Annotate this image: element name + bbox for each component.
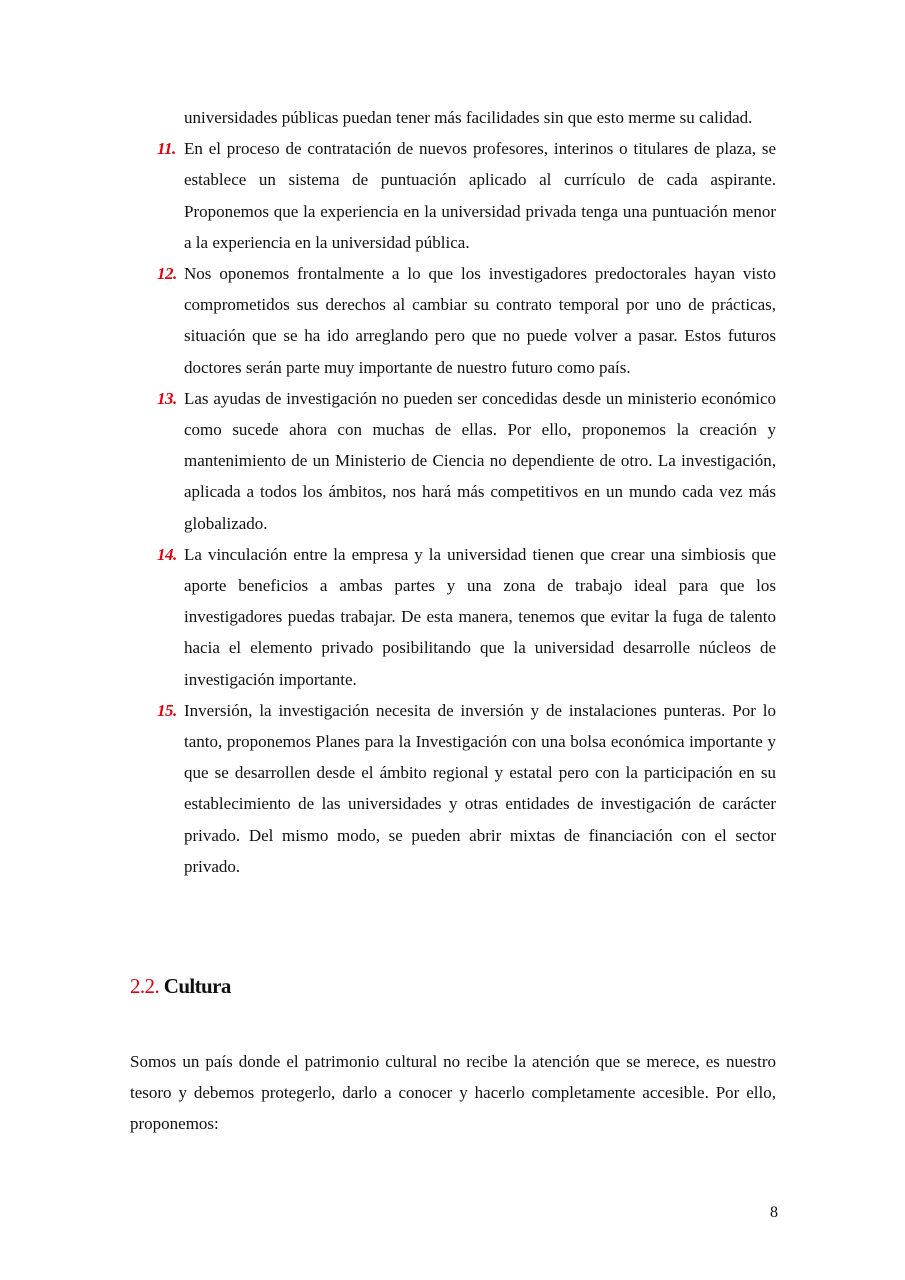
list-item-number: 14. (157, 544, 177, 564)
list-item-text: La vinculación entre la empresa y la universidad tienen que crear una simbiosis que aporte beneficios a ambas partes y una zona de trabajo ideal para que los investigadores puedas trabajar. De esta manera, tenemos que evitar la fuga de talento hacia el elemento privado posibilitando que la universidad desarrolle núcleos de investigación importante. (184, 544, 776, 689)
section-heading (130, 974, 231, 999)
list-item-11 (130, 133, 776, 258)
page-number: 8 (770, 1204, 778, 1221)
list-item-continuation (130, 102, 776, 133)
body-paragraph: Somos un país donde el patrimonio cultural no recibe la atención que se merece, es nuestro tesoro y debemos protegerlo, darlo a conocer y hacerlo completamente accesible. Por ello, proponemos: (130, 1052, 776, 1134)
proposal-list (130, 102, 776, 882)
list-item-number: 15. (157, 700, 177, 720)
list-item-number: 13. (157, 388, 177, 408)
list-item-15 (130, 695, 776, 882)
list-item-text: Inversión, la investigación necesita de inversión y de instalaciones punteras. Por lo tanto, proponemos Planes para la Investigación con una bolsa económica importante y que se desarrollen desde el ámbito regional y estatal pero con la participación en su establecimiento de las universidades y otras entidades de investigación de carácter privado. Del mismo modo, se pueden abrir mixtas de financiación con el sector privado. (184, 700, 776, 876)
list-item-text: universidades públicas puedan tener más facilidades sin que esto merme su calidad. (184, 108, 753, 127)
section-title: Cultura (163, 974, 231, 998)
list-item-12 (130, 258, 776, 383)
list-item-text: Nos oponemos frontalmente a lo que los investigadores predoctorales hayan visto comprometidos sus derechos al cambiar su contrato temporal por uno de prácticas, situación que se ha ido arreglando pero que no puede volver a pasar. Estos futuros doctores serán parte muy importante de nuestro futuro como país. (184, 264, 776, 377)
list-item-14 (130, 539, 776, 695)
list-item-number: 12. (157, 264, 177, 284)
list-item-text: En el proceso de contratación de nuevos profesores, interinos o titulares de plaza, se establece un sistema de puntuación aplicado al currículo de cada aspirante. Proponemos que la experiencia en la universidad privada tenga una puntuación menor a la experiencia en la universidad pública. (184, 139, 776, 252)
list-item-text: Las ayudas de investigación no pueden ser concedidas desde un ministerio económico como sucede ahora con muchas de ellas. Por ello, proponemos la creación y mantenimiento de un Ministerio de Ciencia no dependiente de otro. La investigación, aplicada a todos los ámbitos, nos hará más competitivos en un mundo cada vez más globalizado. (184, 388, 776, 533)
list-item-number: 11. (157, 139, 176, 159)
section-number: 2.2. (130, 974, 160, 998)
list-item-13 (130, 383, 776, 539)
